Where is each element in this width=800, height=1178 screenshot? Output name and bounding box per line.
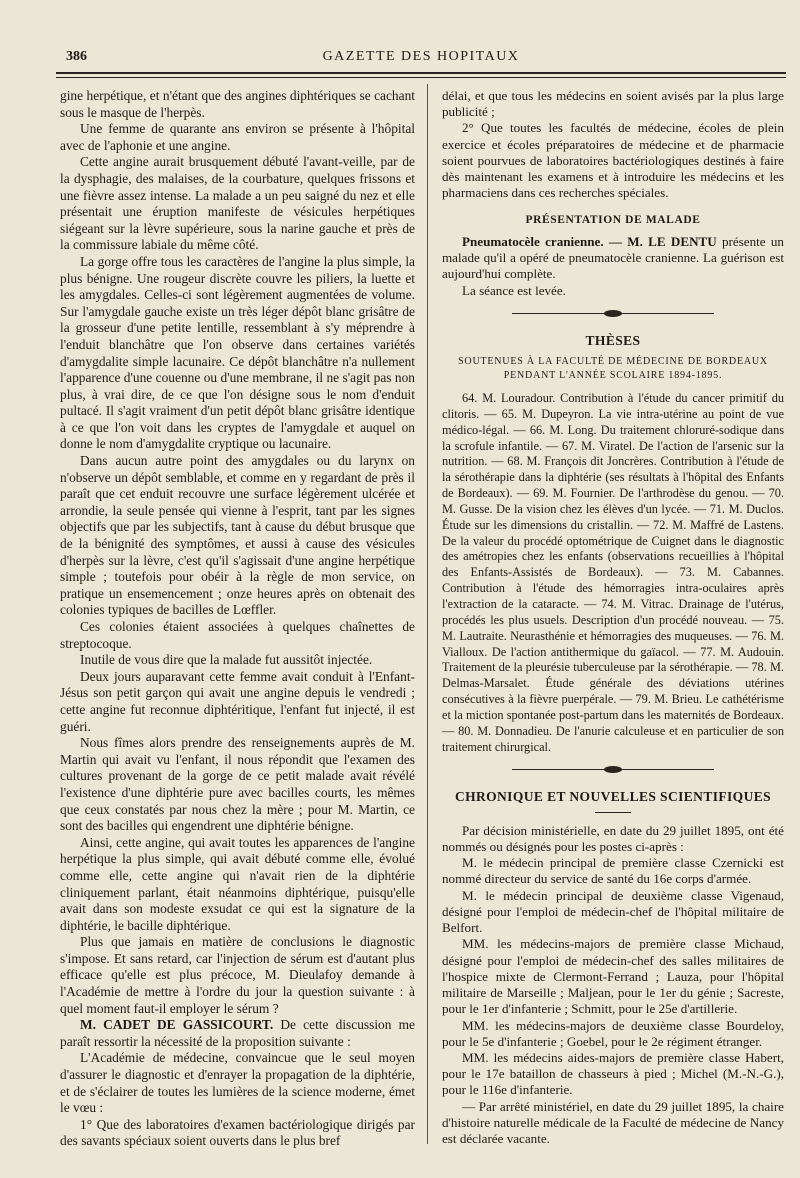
presentation-text: présente un malade qu'il a opéré de pneumatocèle cranienne. La guérison est aujourd'hui complète. bbox=[442, 233, 784, 282]
chronique-heading: CHRONIQUE ET NOUVELLES SCIENTIFIQUES bbox=[454, 789, 772, 805]
paragraph: La gorge offre tous les caractères de l'angine la plus simple, la plus bénigne. Une rougeur discrète couvre les piliers, la luette et les amygdales. Celles-ci sont légèrement augmentées de volume. Sur l'amygdale gauche existe un très léger dépôt blanc grisâtre de la grosseur d'une petite lentille, ressemblant à s'y méprendre à l'enduit blanchâtre que l'on observe dans certaines variétés d'amygdalite simple lacunaire. Ce dépôt blanchâtre n'a nullement l'apparence d'une couenne ou d'une membrane, il ne s'agit pas non plus, à vrai dire, de ce que l'on désigne sous le nom d'enduit pultacé. Il s'agit vraiment d'un petit dépôt blanc grisâtre identique à ce que l'on voit dans les cryptes de l'amygdale et auquel on donne le nom d'amygdalite cryptique ou lacunaire. bbox=[60, 253, 415, 452]
paragraph: 2° Que toutes les facultés de médecine, écoles de plein exercice et écoles préparatoires de médecine et de pharmacie soient pourvues de laboratoires bactériologiques destinés à faire dès maintenant les examens et à introduire les médecins et les pharmaciens dans ces recherches spéciales. bbox=[442, 120, 784, 201]
speaker-name: M. CADET DE GASSICOURT. bbox=[80, 1017, 274, 1033]
left-column bbox=[60, 88, 415, 1150]
short-rule bbox=[595, 812, 631, 813]
presentation-title: Pneumatocèle cranienne. bbox=[462, 233, 604, 249]
ornament-divider bbox=[512, 763, 714, 777]
paragraph: gine herpétique, et n'étant que des angines diphtériques se cachant sous le masque de l'herpès. bbox=[60, 88, 415, 120]
presentation-speaker: — M. LE DENTU bbox=[608, 233, 717, 249]
paragraph: MM. les médecins-majors de deuxième classe Bourdeloy, pour le 5e d'infanterie ; Goebel, pour le 2e régiment étranger. bbox=[442, 1017, 784, 1049]
presentation-paragraph bbox=[442, 234, 784, 283]
paragraph: MM. les médecins aides-majors de première classe Habert, pour le 17e bataillon de chasseurs à pied ; Michel (M.-N.-G.), pour le 116e d'infanterie. bbox=[442, 1049, 784, 1098]
paragraph: Par décision ministérielle, en date du 29 juillet 1895, ont été nommés ou désignés pour les postes ci-après : bbox=[442, 822, 784, 854]
paragraph: Ainsi, cette angine, qui avait toutes les apparences de l'angine herpétique la plus simple, qui avait débuté comme elle, évolué comme elle, cette angine qui n'avait rien de la diphtérie cliniquement parlant, était néanmoins diphtérique, puisqu'elle avait dans son modeste exsudat ce qui est la signature de la diphtérie, le bacille diphtérique. bbox=[60, 834, 415, 933]
paragraph: Plus que jamais en matière de conclusions le diagnostic s'impose. Et sans retard, car l'injection de sérum est d'autant plus efficace qu'elle est plus précoce, M. Dieulafoy demande à l'Académie de mettre à l'ordre du jour la question suivante : à quel moment faut-il employer le sérum ? bbox=[60, 934, 415, 1016]
paragraph: — Par arrêté ministériel, en date du 29 juillet 1895, la chaire d'histoire naturelle médicale de la Faculté de médecine de Nancy est déclarée vacante. bbox=[442, 1098, 784, 1147]
paragraph: M. le médecin principal de première classe Czernicki est nommé directeur du service de santé du 16e corps d'armée. bbox=[442, 855, 784, 887]
paragraph: MM. les médecins-majors de première classe Michaud, désigné pour l'emploi de médecin-chef des salles militaires de l'hospice mixte de Clermont-Ferrand ; Lauza, pour l'hôpital militaire de Marseille ; Maljean, pour le 1er du génie ; Sacreste, pour le 1er d'infanterie ; Schmitt, pour le 25e d'artillerie. bbox=[442, 936, 784, 1017]
theses-heading: THÈSES bbox=[585, 332, 641, 348]
paragraph: Ces colonies étaient associées à quelques chaînettes de streptocoque. bbox=[60, 619, 415, 651]
seance-levee: La séance est levée. bbox=[462, 282, 566, 298]
right-column bbox=[442, 88, 784, 1147]
page-number: 386 bbox=[66, 49, 87, 64]
theses-list: 64. M. Louradour. Contribution à l'étude du cancer primitif du clitoris. — 65. M. Dupeyron. La vie intra-utérine au point de vue médico-légal. — 66. M. Long. Du traitement chloruré-sodique dans la scrofule infantile. — 67. M. Viratel. De l'action de l'arsenic sur la nutrition. — 68. M. François dit Joncrères. Contribution à l'étude de la sérothérapie dans la diphtérie (ses résultats à l'hôpital des Enfants de Bordeaux). — 69. M. Fournier. De l'arthrodèse du genou. — 70. M. Gusse. De la vision chez les élèves d'un lycée. — 71. M. Duclos. Étude sur les dimensions du cristallin. — 72. M. Maffré de Lastens. De la valeur du procédé optométrique de Cuignet dans le diagnostic des amétropies chez les enfants (observations recueillies à l'hôpital des Enfants-Assistés de Bordeaux). — 73. M. Cabannes. Contribution à l'étude des hémorragies intra-oculaires après l'extraction de la cataracte. — 74. M. Vitrac. Drainage de l'utérus, procédés les plus usuels. Description d'un procédé nouveau. — 75. M. Lautraite. Neurasthénie et hémorragies des muqueuses. — 76. M. Vialloux. De l'action antithermique du gaïacol. — 77. M. Audouin. Traitement de la pleurésie tuberculeuse par la sérothérapie. — 78. M. Delmas-Marsalet. Étude générale des déviations utérines consécutives à la fièvre puerpérale. — 79. M. Brieu. Le cathétérisme et la miction spontanée post-partum dans les maternités de Bordeaux. — 80. M. Donnadieu. De l'anurie calculeuse et en particulier de son traitement chirurgical. bbox=[442, 391, 784, 754]
theses-subheading: PENDANT L'ANNÉE SCOLAIRE 1894-1895. bbox=[503, 370, 723, 382]
paragraph: Une femme de quarante ans environ se présente à l'hôpital avec de l'aphonie et une angine. bbox=[60, 121, 415, 153]
paragraph: Nous fîmes alors prendre des renseignements auprès de M. Martin qui avait vu l'enfant, il nous répondit que l'examen des cultures provenant de la gorge de ce petit malade avait révélé l'existence d'une diphtérie pure avec bacilles courts, les mêmes que ceux constatés par nous chez la mère ; pour M. Martin, ce sont des bacilles qui engendrent une diphtérie bénigne. bbox=[60, 735, 415, 834]
paragraph: 1° Que des laboratoires d'examen bactériologique dirigés par des savants spéciaux soient ouverts dans le plus bref bbox=[60, 1116, 415, 1149]
header-rule bbox=[56, 77, 786, 78]
paragraph: L'Académie de médecine, convaincue que le seul moyen d'assurer le diagnostic et d'enrayer la propagation de la diphtérie, et de s'éclairer de toutes les lumières de la science moderne, émet le vœu : bbox=[60, 1050, 415, 1116]
presentation-heading: PRÉSENTATION DE MALADE bbox=[525, 213, 701, 226]
paragraph: Deux jours auparavant cette femme avait conduit à l'Enfant-Jésus son petit garçon qui avait une angine depuis le vendredi ; cette angine fut reconnue diphtéritique, l'enfant fut injecté, il est guéri. bbox=[60, 668, 415, 734]
journal-title: GAZETTE DES HOPITAUX bbox=[322, 49, 520, 64]
paragraph: délai, et que tous les médecins en soient avisés par la plus large publicité ; bbox=[442, 88, 784, 120]
paragraph: Cette angine aurait brusquement débuté l'avant-veille, par de la dysphagie, des malaises, de la courbature, quelques frissons et une fièvre assez intense. La malade a un peu saigné du nez et elle présentait une éruption manifeste de vésicules herpétiques siégeant sur la lèvre supérieure, sous la narine gauche et près de la commissure labiale du même côté. bbox=[60, 154, 415, 253]
column-divider bbox=[427, 84, 428, 1144]
paragraph: M. le médecin principal de deuxième classe Vigenaud, désigné pour l'emploi de médecin-chef de l'hôpital militaire de Belfort. bbox=[442, 887, 784, 936]
speaker-text: De cette discussion me paraît ressortir la nécessité de la proposition suivante : bbox=[60, 1017, 415, 1049]
theses-subheading: SOUTENUES À LA FACULTÉ DE MÉDECINE DE BORDEAUX bbox=[458, 356, 768, 368]
ornament-divider bbox=[512, 307, 714, 321]
paragraph: Inutile de vous dire que la malade fut aussitôt injectée. bbox=[80, 652, 373, 668]
page-header bbox=[56, 40, 786, 74]
paragraph: Dans aucun autre point des amygdales ou du larynx on n'observe un dépôt semblable, et comme en y regardant de près il paraît que cet enduit recouvre une surface légèrement ulcérée et arrondie, la seule pensée qui vienne à l'esprit, tant par les signes objectifs que par les subjectifs, tant à cause du début brusque que de la bénignité des symptômes, et aussi à cause des vésicules d'herpès sur la lèvre, c'est qu'il s'agissait d'une angine herpétique simple ; toutefois pour obéir à la règle de mon service, on pratique un ensemencement ; onze heures après on obtenait des colonies typiques de bacilles de Lœffler. bbox=[60, 453, 415, 618]
cadet-paragraph bbox=[60, 1017, 415, 1050]
